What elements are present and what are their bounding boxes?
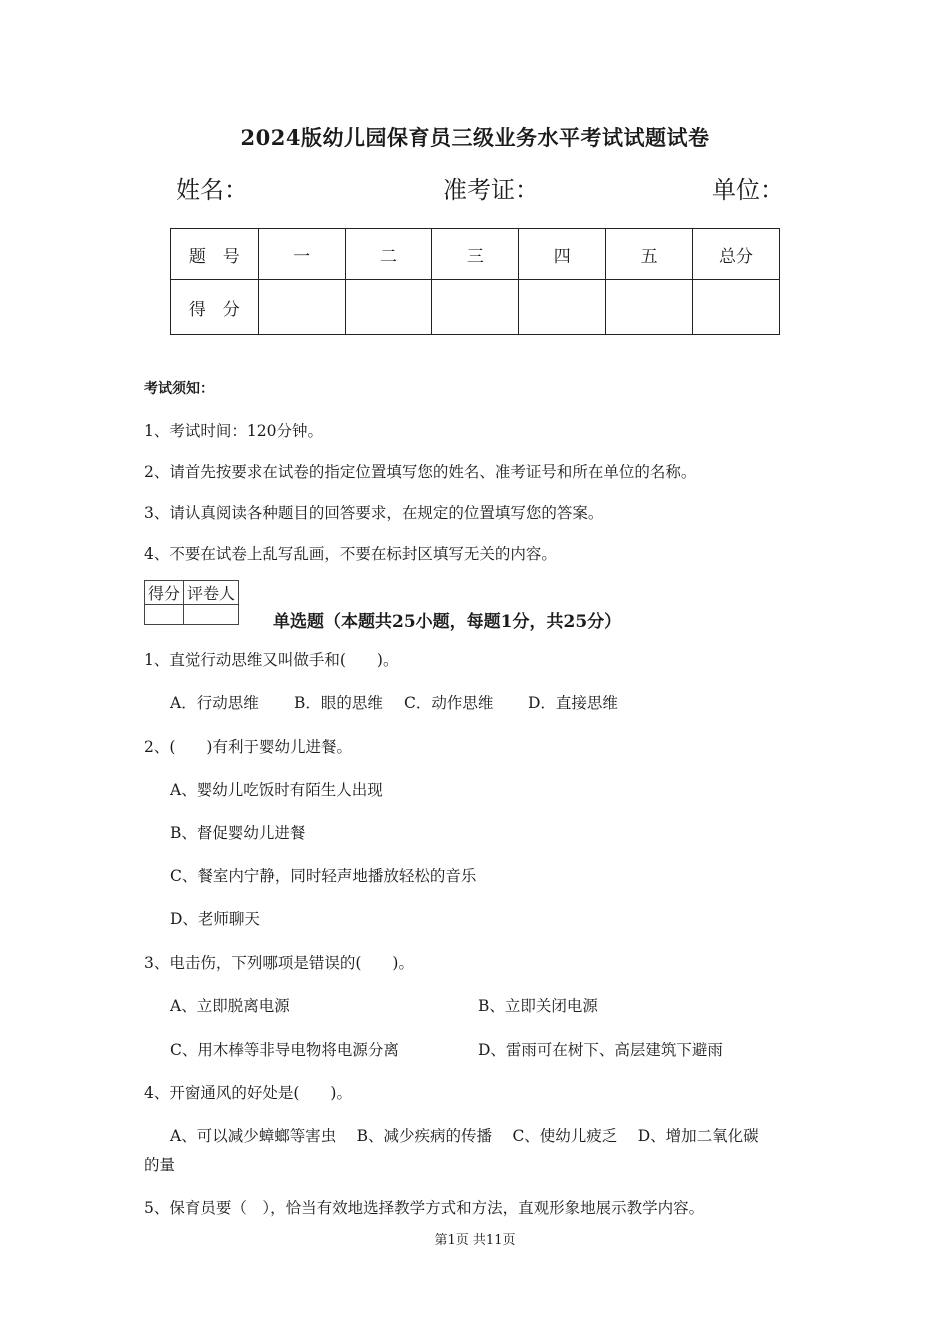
unit-field-label: 单位： <box>712 176 784 204</box>
score-table-header-cell: 三 <box>432 229 519 280</box>
option-d: D．直接思维 <box>528 694 618 712</box>
option-b: B、立即关闭电源 <box>478 997 598 1015</box>
score-table-header-cell: 五 <box>606 229 693 280</box>
option-a: A、立即脱离电源 <box>170 997 290 1015</box>
question-stem: 5、保育员要（ ），恰当有效地选择教学方式和方法，直观形象地展示教学内容。 <box>144 1199 705 1217</box>
score-cell[interactable] <box>519 280 606 335</box>
score-table-header-row <box>171 229 780 280</box>
question-options-line: A、可以减少蟑螂等害虫 B、减少疾病的传播 C、使幼儿疲乏 D、增加二氧化碳 <box>170 1127 759 1145</box>
question-stem: 4、开窗通风的好处是( )。 <box>144 1084 352 1102</box>
question-stem: 1、直觉行动思维又叫做手和( )。 <box>144 651 399 669</box>
notice-item: 4、不要在试卷上乱写乱画，不要在标封区填写无关的内容。 <box>144 545 557 563</box>
section-title: 单选题（本题共25小题，每题1分，共25分） <box>273 612 622 632</box>
notice-item: 2、请首先按要求在试卷的指定位置填写您的姓名、准考证号和所在单位的名称。 <box>144 463 697 481</box>
option-a: A、婴幼儿吃饭时有陌生人出现 <box>170 781 383 799</box>
score-cell[interactable] <box>432 280 519 335</box>
question-stem: 3、电击伤，下列哪项是错误的( )。 <box>144 954 414 972</box>
option-c: C、用木棒等非导电物将电源分离 <box>170 1041 399 1059</box>
name-field-label: 姓名： <box>176 176 248 204</box>
score-table-header-cell: 一 <box>258 229 345 280</box>
option-b: B、督促婴幼儿进餐 <box>170 824 306 842</box>
grader-box <box>144 580 239 625</box>
option-c: C、餐室内宁静，同时轻声地播放轻松的音乐 <box>170 867 477 885</box>
option-d: D、老师聊天 <box>170 910 260 928</box>
score-table-row-label: 得 分 <box>171 280 259 335</box>
score-table-header-cell: 二 <box>345 229 432 280</box>
document-title: 2024版幼儿园保育员三级业务水平考试试题试卷 <box>240 125 710 150</box>
option-b: B．眼的思维 <box>294 694 383 712</box>
option-c: C．动作思维 <box>404 694 494 712</box>
grader-score-label: 得分 <box>145 581 184 605</box>
score-table-score-row <box>171 280 780 335</box>
score-table-header-cell: 题 号 <box>171 229 259 280</box>
notice-heading: 考试须知： <box>144 381 214 397</box>
notice-item: 1、考试时间：120分钟。 <box>144 422 323 440</box>
question-options-continuation: 的量 <box>144 1156 176 1174</box>
notice-item: 3、请认真阅读各种题目的回答要求，在规定的位置填写您的答案。 <box>144 504 604 522</box>
score-cell[interactable] <box>606 280 693 335</box>
exam-id-field-label: 准考证： <box>443 176 539 204</box>
grader-reviewer-cell[interactable] <box>184 605 239 625</box>
page-footer: 第1页 共11页 <box>434 1233 516 1248</box>
score-table-header-cell: 四 <box>519 229 606 280</box>
question-stem: 2、( )有利于婴幼儿进餐。 <box>144 738 352 756</box>
score-cell[interactable] <box>258 280 345 335</box>
score-cell[interactable] <box>693 280 780 335</box>
option-d: D、雷雨可在树下、高层建筑下避雨 <box>478 1041 723 1059</box>
option-a: A．行动思维 <box>170 694 259 712</box>
score-table <box>170 228 780 335</box>
grader-score-cell[interactable] <box>145 605 184 625</box>
grader-reviewer-label: 评卷人 <box>184 581 239 605</box>
score-table-header-cell: 总分 <box>693 229 780 280</box>
score-cell[interactable] <box>345 280 432 335</box>
